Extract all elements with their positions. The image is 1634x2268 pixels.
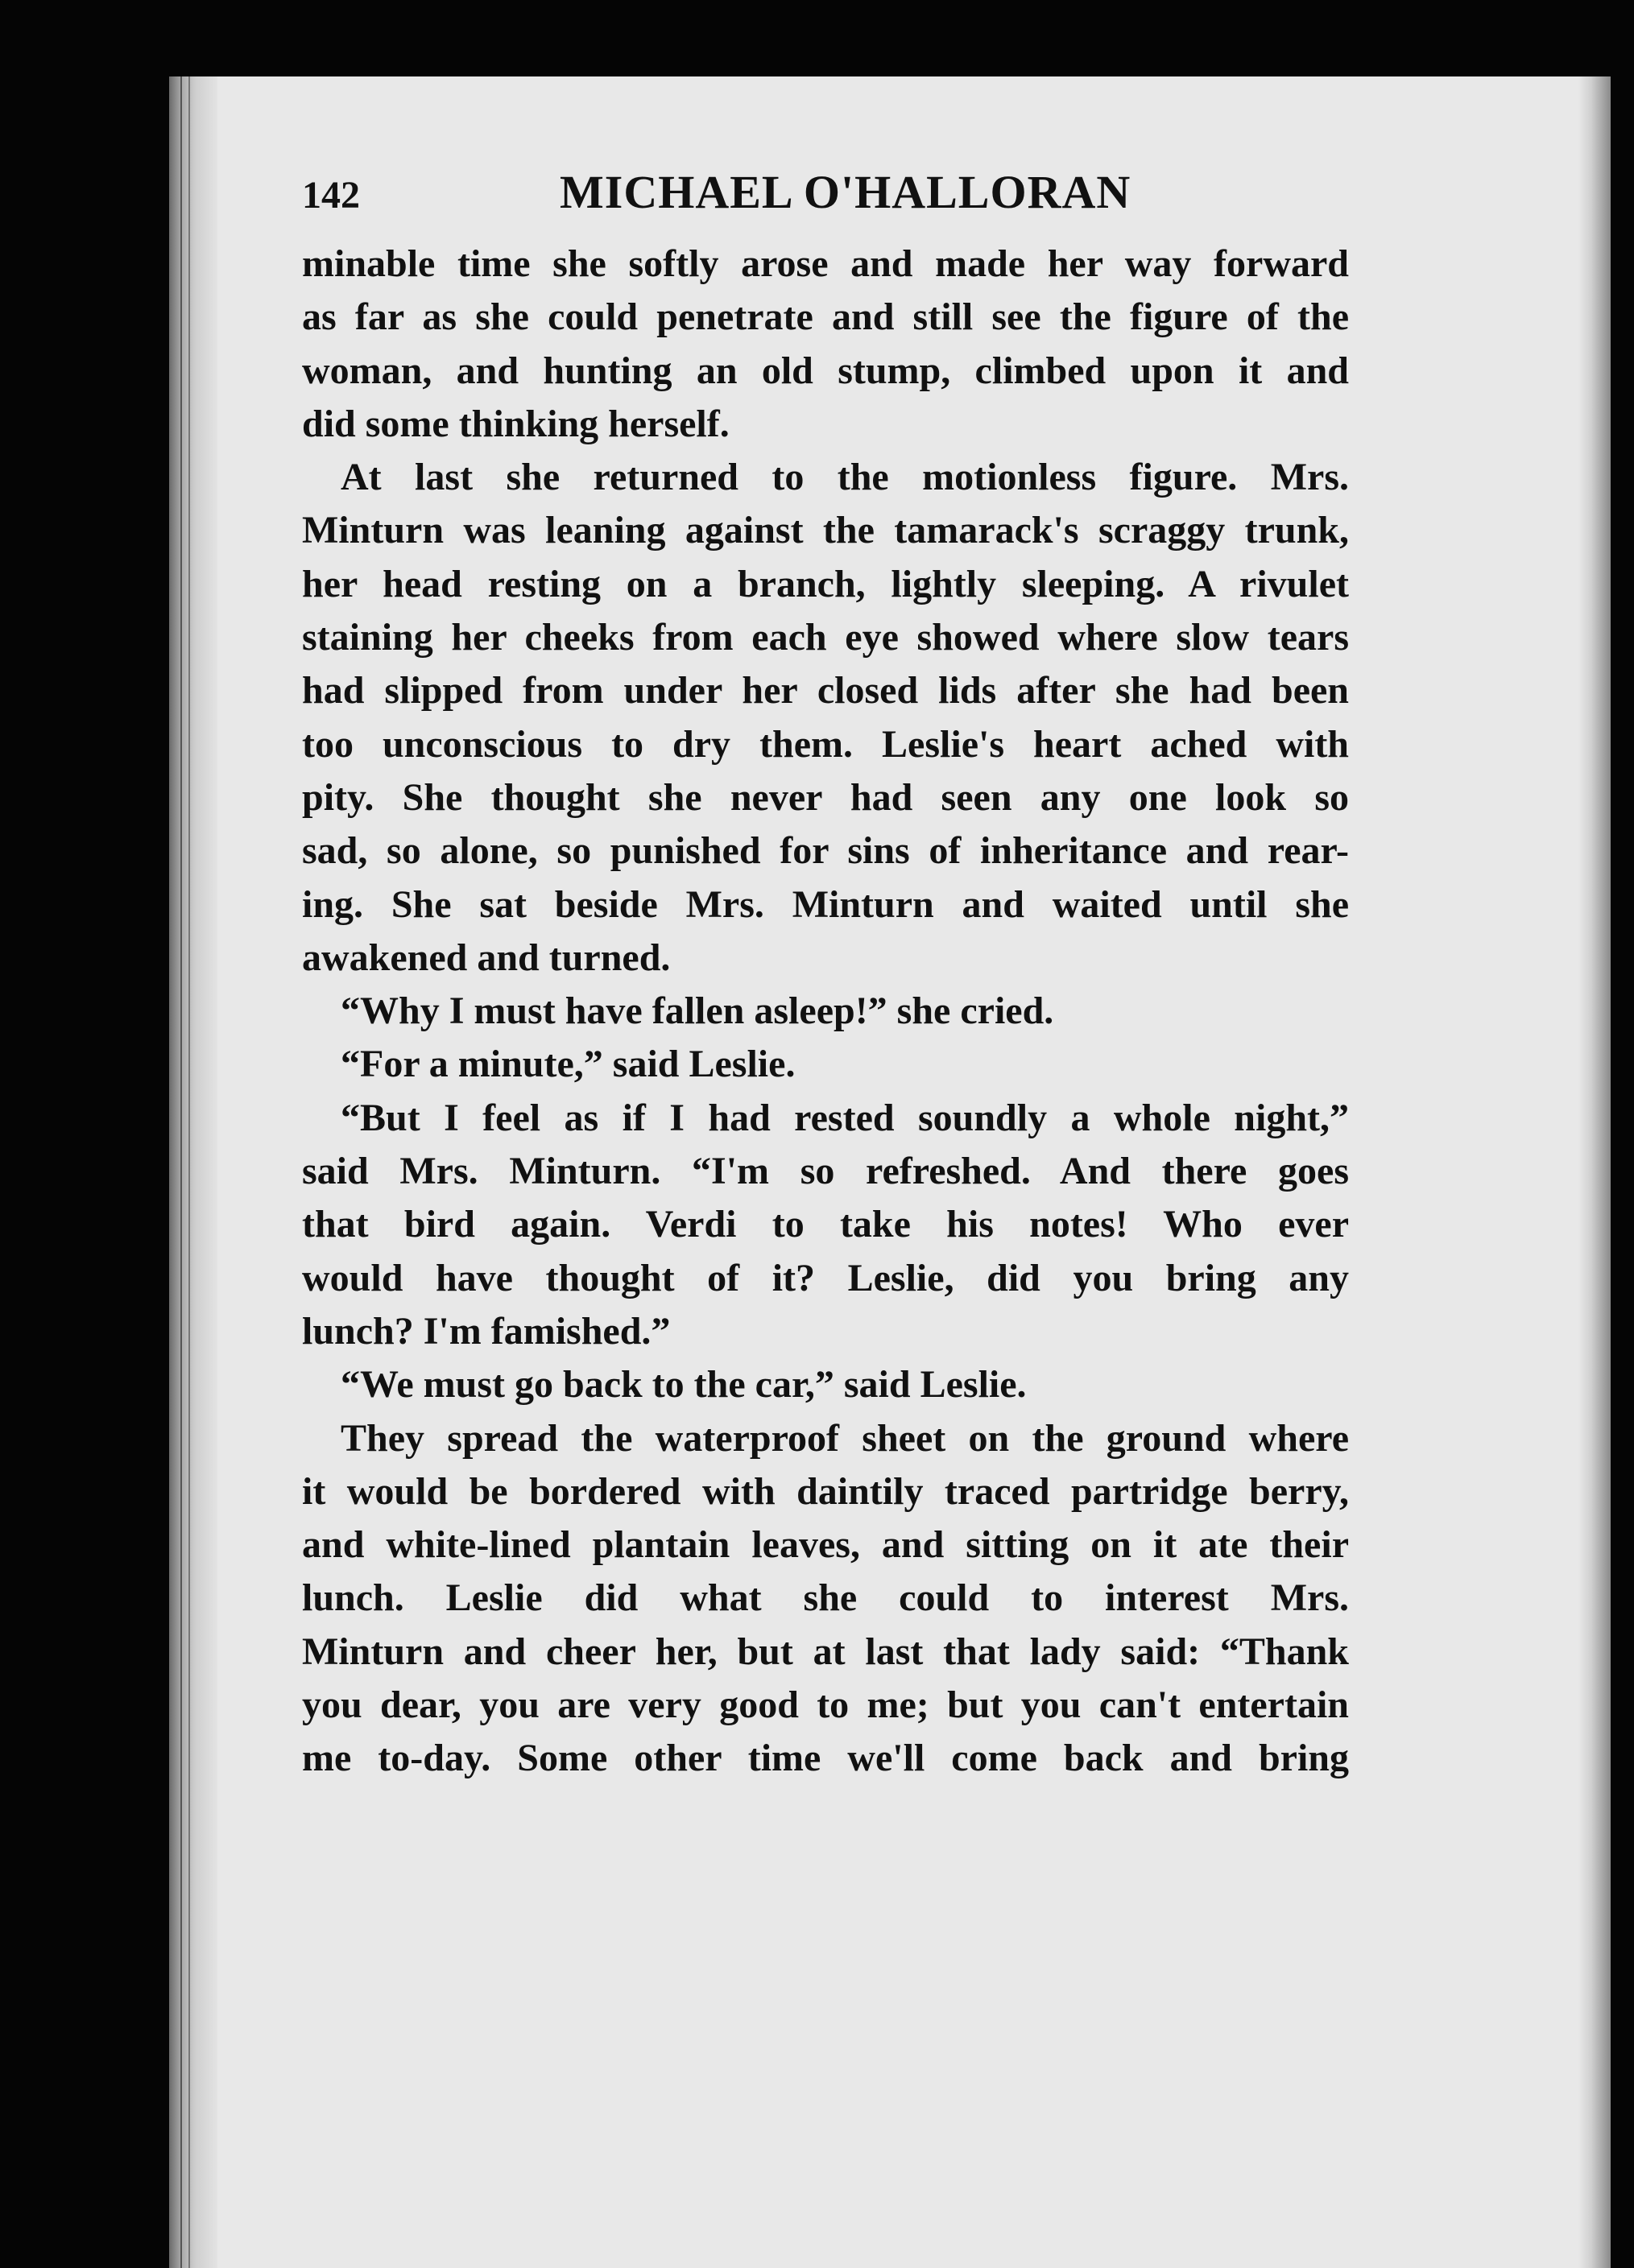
text-line: “Why I must have fallen asleep!” she cried. — [341, 989, 1054, 1033]
text-line: lunch. Leslie did what she could to interest Mrs. — [302, 1576, 1349, 1620]
gutter-edge-line — [188, 76, 190, 2268]
text-line: pity. She thought she never had seen any one look so — [302, 775, 1349, 819]
text-line: They spread the waterproof sheet on the ground where — [341, 1416, 1349, 1460]
text-line: would have thought of it? Leslie, did you bring any — [302, 1256, 1349, 1299]
text-line: had slipped from under her closed lids after she had been — [302, 669, 1349, 713]
text-line: it would be bordered with daintily traced partridge berry, — [302, 1469, 1349, 1513]
page-gutter-shadow — [169, 76, 217, 2268]
page-body-text — [302, 238, 1349, 1786]
page-header — [302, 165, 1381, 229]
page-right-shadow — [1578, 76, 1611, 2268]
gutter-edge-line — [180, 76, 182, 2268]
text-line: as far as she could penetrate and still see the figure of the — [302, 295, 1349, 339]
text-line: ing. She sat beside Mrs. Minturn and waited until she — [302, 882, 1349, 926]
text-line: her head resting on a branch, lightly sleeping. A rivulet — [302, 562, 1349, 605]
text-line: you dear, you are very good to me; but you can't entertain — [302, 1683, 1349, 1727]
text-line: sad, so alone, so punished for sins of inheritance and rear- — [302, 829, 1349, 873]
text-line: too unconscious to dry them. Leslie's heart ached with — [302, 722, 1349, 766]
text-line: awakened and turned. — [302, 936, 671, 979]
text-line: lunch? I'm famished.” — [302, 1309, 671, 1353]
text-line: “But I feel as if I had rested soundly a whole night,” — [341, 1096, 1349, 1139]
text-line: “We must go back to the car,” said Leslie. — [341, 1363, 1027, 1407]
text-line: me to-day. Some other time we'll come back and bring — [302, 1737, 1349, 1780]
text-line: said Mrs. Minturn. “I'm so refreshed. And there goes — [302, 1150, 1349, 1193]
text-line: woman, and hunting an old stump, climbed upon it and — [302, 349, 1349, 392]
text-line: and white-lined plantain leaves, and sitting on it ate their — [302, 1523, 1349, 1567]
text-line: that bird again. Verdi to take his notes! Who ever — [302, 1203, 1349, 1246]
text-line: did some thinking herself. — [302, 402, 730, 445]
page-number: 142 — [302, 174, 360, 217]
text-line: Minturn was leaning against the tamarack's scraggy trunk, — [302, 509, 1349, 552]
running-title: MICHAEL O'HALLORAN — [560, 166, 1131, 218]
text-line: “For a minute,” said Leslie. — [341, 1043, 796, 1086]
text-line: minable time she softly arose and made her way forward — [302, 242, 1349, 285]
text-line: staining her cheeks from each eye showed where slow tears — [302, 616, 1349, 659]
text-line: Minturn and cheer her, but at last that lady said: “Thank — [302, 1630, 1349, 1673]
text-line: At last she returned to the motionless figure. Mrs. — [341, 456, 1349, 499]
